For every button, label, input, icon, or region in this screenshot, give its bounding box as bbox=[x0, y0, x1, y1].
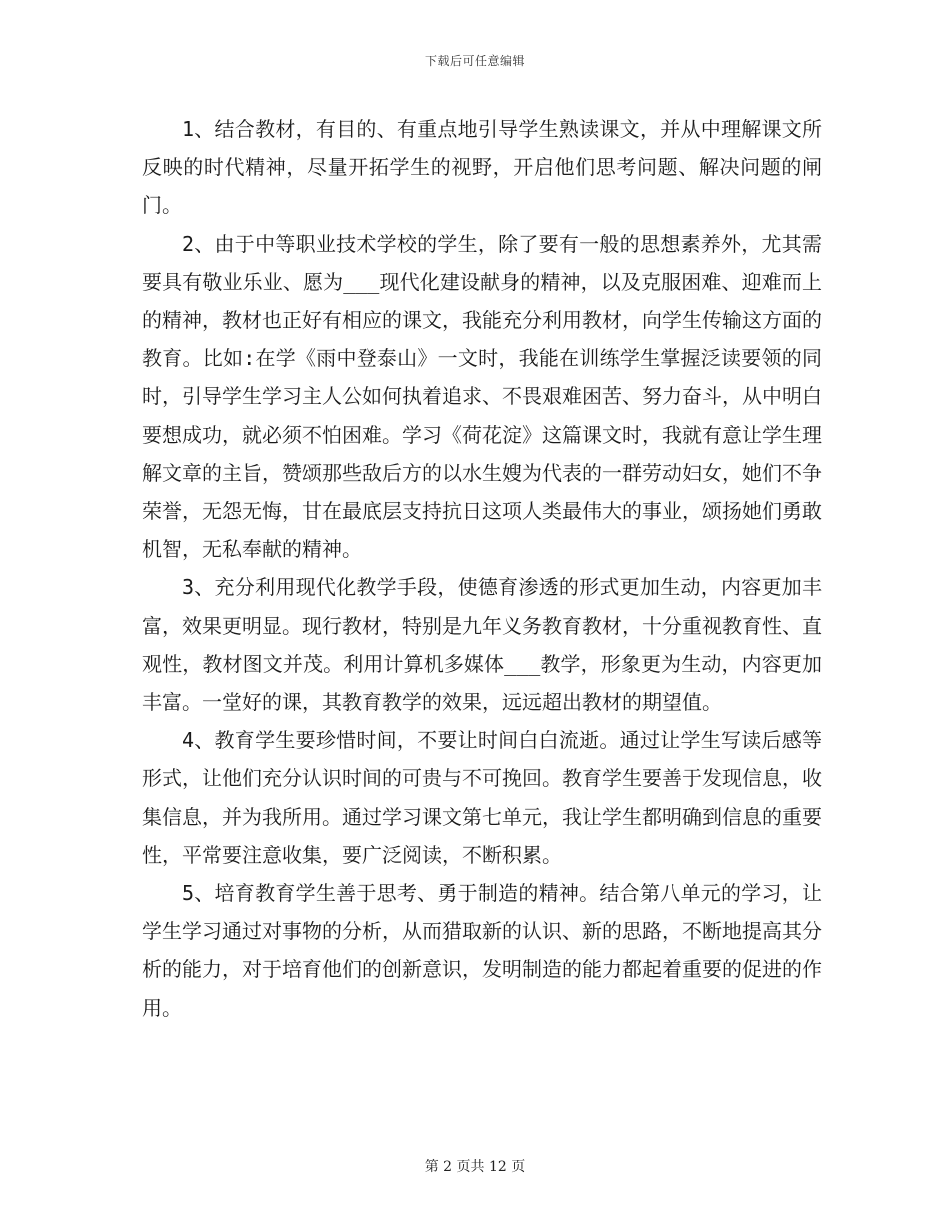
paragraph-1: 1、结合教材，有目的、有重点地引导学生熟读课文，并从中理解课文所反映的时代精神，尽量开拓学生的视野，开启他们思考问题、解决问题的闸门。 bbox=[142, 117, 822, 218]
body-content bbox=[142, 110, 822, 1027]
paragraph-5: 5、培育教育学生善于思考、勇于制造的精神。结合第八单元的学习，让学生学习通过对事物的分析，从而猎取新的认识、新的思路，不断地提高其分析的能力，对于培育他们的创新意识，发明制造的能力都起着重要的促进的作用。 bbox=[142, 881, 822, 1020]
page-number-footer: 第 2 页共 12 页 bbox=[424, 1159, 526, 1175]
paragraph-3: 3、充分利用现代化教学手段，使德育渗透的形式更加生动，内容更加丰富，效果更明显。现行教材，特别是九年义务教育教材，十分重视教育性、直观性，教材图文并茂。利用计算机多媒体___教学，形象更为生动，内容更加丰富。一堂好的课，其教育教学的效果，远远超出教材的期望值。 bbox=[142, 575, 822, 715]
paragraph-4: 4、教育学生要珍惜时间，不要让时间白白流逝。通过让学生写读后感等形式，让他们充分认识时间的可贵与不可挽回。教育学生要善于发现信息，收集信息，并为我所用。通过学习课文第七单元，我让学生都明确到信息的重要性，平常要注意收集，要广泛阅读，不断积累。 bbox=[142, 728, 822, 867]
page-header: 下载后可任意编辑 bbox=[424, 54, 525, 68]
paragraph-2: 2、由于中等职业技术学校的学生，除了要有一般的思想素养外，尤其需要具有敬业乐业、愿为___现代化建设献身的精神，以及克服困难、迎难而上的精神，教材也正好有相应的课文，我能充分利用教材，向学生传输这方面的教育。比如:在学《雨中登泰山》一文时，我能在训练学生掌握泛读要领的同时，引导学生学习主人公如何执着追求、不畏艰难困苦、努力奋斗，从中明白要想成功，就必须不怕困难。学习《荷花淀》这篇课文时，我就有意让学生理解文章的主旨，赞颂那些敌后方的以水生嫂为代表的一群劳动妇女，她们不争荣誉，无怨无悔，甘在最底层支持抗日这项人类最伟大的事业，颂扬她们勇敢机智，无私奉献的精神。 bbox=[142, 231, 822, 562]
